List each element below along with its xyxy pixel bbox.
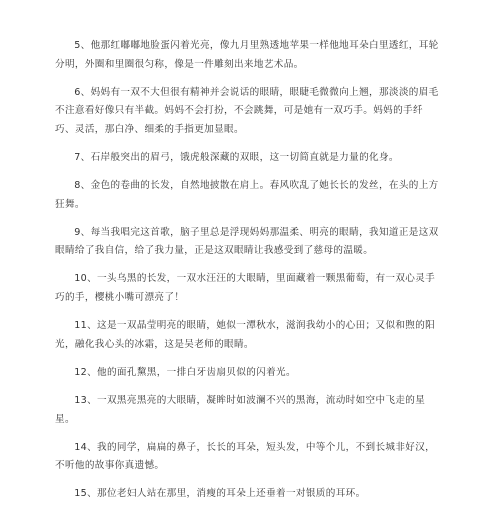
paragraph-7: 7、石岸般突出的眉弓，饿虎般深藏的双眼，这一切简直就是力量的化身。: [74, 151, 399, 163]
paragraph-14: 14、我的同学，扁扁的鼻子，长长的耳朵，短头发，中等个儿，不到长城非好汉，不听他的故事你真遗憾。: [55, 441, 436, 472]
paragraph-10: 10、一头乌黑的长发，一双水汪汪的大眼睛，里面藏着一颗黑葡萄，有一双心灵手巧的手，樱桃小嘴可漂亮了！: [55, 273, 436, 304]
paragraph-6: 6、妈妈有一双不大但很有精神并会说话的眼睛，眼睫毛微微向上翘，那淡淡的眉毛不注意看好像只有半截。妈妈不会打扮，不会跳舞，可是她有一双巧手。妈妈的手纤巧、灵活，那白净、细柔的手指更加显眼。: [55, 86, 439, 135]
paragraph-15: 15、那位老妇人站在那里，消瘦的耳朵上还垂着一对银质的耳环。: [74, 488, 366, 500]
paragraph-11: 11、这是一双晶莹明亮的眼睛，她似一潭秋水，滋润我幼小的心田；又似和煦的阳光，融化我心头的冰霜，这是吴老师的眼睛。: [55, 320, 436, 350]
paragraph-12: 12、他的面孔黧黑，一排白牙齿扇贝似的闪着光。: [74, 366, 296, 378]
paragraph-8: 8、金色的卷曲的长发，自然地披散在肩上。春风吹乱了她长长的发丝，在头的上方狂舞。: [55, 180, 439, 210]
paragraph-9: 9、每当我唱完这首歌，脑子里总是浮现妈妈那温柔、明亮的眼睛，我知道正是这双眼睛给了我自信，给了我力量，正是这双眼睛让我感受到了慈母的温暖。: [55, 226, 439, 257]
paragraph-13: 13、一双黑亮黑亮的大眼睛，凝眸时如波澜不兴的黑海，流动时如空中飞走的星星。: [55, 394, 426, 425]
paragraph-5: 5、他那红嘟嘟地脸蛋闪着光亮，像九月里熟透地苹果一样他地耳朵白里透红，耳轮分明，外圈和里圈很匀称，像是一件雕刻出来地艺术品。: [55, 40, 439, 70]
